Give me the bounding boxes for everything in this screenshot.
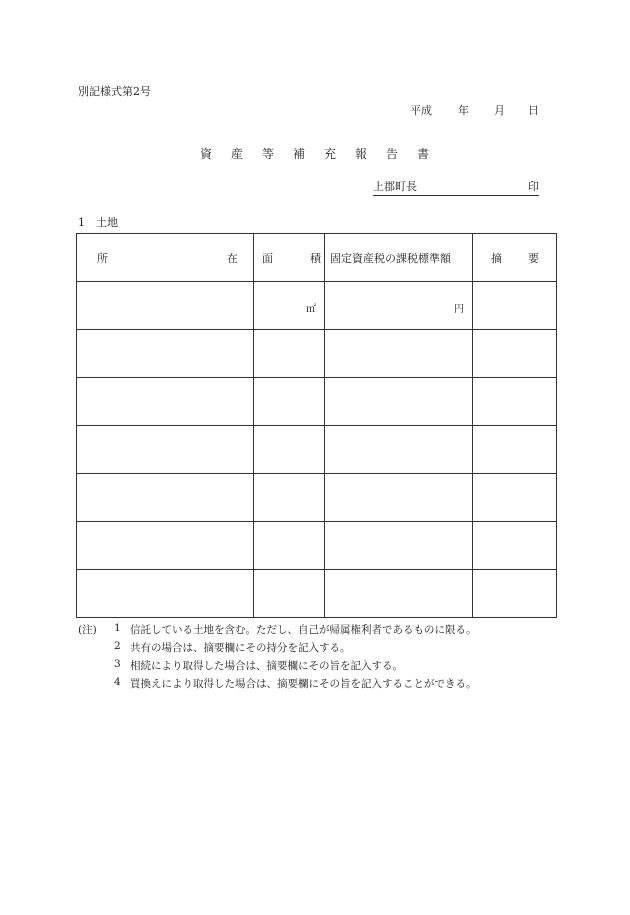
title-char: 充 bbox=[324, 147, 337, 161]
remarks-cell[interactable] bbox=[473, 570, 557, 618]
tax-base-cell[interactable] bbox=[325, 330, 473, 378]
table-row bbox=[77, 426, 557, 474]
table-header-row bbox=[77, 234, 557, 282]
remarks-cell[interactable] bbox=[473, 474, 557, 522]
note-number: 3 bbox=[114, 658, 121, 670]
header-area-char: 面 bbox=[262, 252, 273, 265]
note-text: 信託している土地を含む。ただし、自己が帰属権利者であるものに限る。 bbox=[130, 624, 477, 636]
date-era: 平成 bbox=[410, 104, 432, 117]
land-table bbox=[76, 233, 557, 618]
table-row bbox=[77, 522, 557, 570]
note-number: 1 bbox=[114, 622, 121, 634]
table-row bbox=[77, 330, 557, 378]
note-text: 相続により取得した場合は、摘要欄にその旨を記入する。 bbox=[130, 660, 403, 672]
tax-base-cell[interactable] bbox=[325, 426, 473, 474]
title-char: 資 bbox=[200, 147, 213, 161]
location-cell[interactable] bbox=[77, 330, 254, 378]
date-year: 年 bbox=[458, 104, 469, 117]
date-day: 日 bbox=[528, 104, 539, 117]
location-cell[interactable] bbox=[77, 570, 254, 618]
location-cell[interactable] bbox=[77, 426, 254, 474]
remarks-cell[interactable] bbox=[473, 282, 557, 330]
table-row bbox=[77, 378, 557, 426]
header-remarks bbox=[473, 234, 557, 282]
area-cell[interactable] bbox=[254, 474, 325, 522]
amount-unit: 円 bbox=[454, 304, 464, 315]
area-cell[interactable] bbox=[254, 522, 325, 570]
header-location bbox=[77, 234, 254, 282]
tax-base-cell[interactable] bbox=[325, 282, 473, 330]
note-text: 共有の場合は、摘要欄にその持分を記入する。 bbox=[130, 642, 351, 654]
date-month: 月 bbox=[494, 104, 505, 117]
title-char: 産 bbox=[231, 147, 244, 161]
title-char: 補 bbox=[293, 147, 306, 161]
area-cell[interactable] bbox=[254, 426, 325, 474]
note-number: 2 bbox=[114, 640, 121, 652]
header-tax-base bbox=[325, 234, 473, 282]
table-row bbox=[77, 282, 557, 330]
note-text: 買換えにより取得した場合は、摘要欄にその旨を記入することができる。 bbox=[130, 678, 477, 690]
remarks-cell[interactable] bbox=[473, 426, 557, 474]
location-cell[interactable] bbox=[77, 522, 254, 570]
area-cell[interactable] bbox=[254, 330, 325, 378]
area-cell[interactable] bbox=[254, 378, 325, 426]
tax-base-cell[interactable] bbox=[325, 570, 473, 618]
note-number: 4 bbox=[114, 676, 121, 688]
header-remarks-char: 要 bbox=[528, 252, 539, 265]
remarks-cell[interactable] bbox=[473, 330, 557, 378]
remarks-cell[interactable] bbox=[473, 378, 557, 426]
area-cell[interactable] bbox=[254, 570, 325, 618]
table-row bbox=[77, 474, 557, 522]
notes-prefix: (注) bbox=[78, 624, 97, 636]
location-cell[interactable] bbox=[77, 474, 254, 522]
area-unit: ㎡ bbox=[306, 304, 316, 315]
tax-base-cell[interactable] bbox=[325, 474, 473, 522]
addressee-name: 上郡町長 bbox=[373, 180, 417, 193]
tax-base-cell[interactable] bbox=[325, 522, 473, 570]
header-location-char: 在 bbox=[227, 252, 238, 265]
table-row bbox=[77, 570, 557, 618]
title-char: 報 bbox=[355, 147, 368, 161]
header-area-char: 積 bbox=[310, 252, 321, 265]
header-area bbox=[254, 234, 325, 282]
header-remarks-char: 摘 bbox=[491, 252, 502, 265]
seal-mark: 印 bbox=[528, 180, 539, 193]
location-cell[interactable] bbox=[77, 378, 254, 426]
remarks-cell[interactable] bbox=[473, 522, 557, 570]
title-char: 等 bbox=[262, 147, 275, 161]
addressee-line bbox=[373, 180, 539, 196]
tax-base-cell[interactable] bbox=[325, 378, 473, 426]
header-location-char: 所 bbox=[97, 252, 108, 265]
header-tax-base-label: 固定資産税の課税標準額 bbox=[330, 252, 451, 265]
location-cell[interactable] bbox=[77, 282, 254, 330]
section-label: 1 土地 bbox=[78, 216, 118, 229]
title-char: 書 bbox=[417, 147, 430, 161]
form-number: 別記様式第2号 bbox=[78, 85, 151, 98]
title-char: 告 bbox=[386, 147, 399, 161]
area-cell[interactable] bbox=[254, 282, 325, 330]
